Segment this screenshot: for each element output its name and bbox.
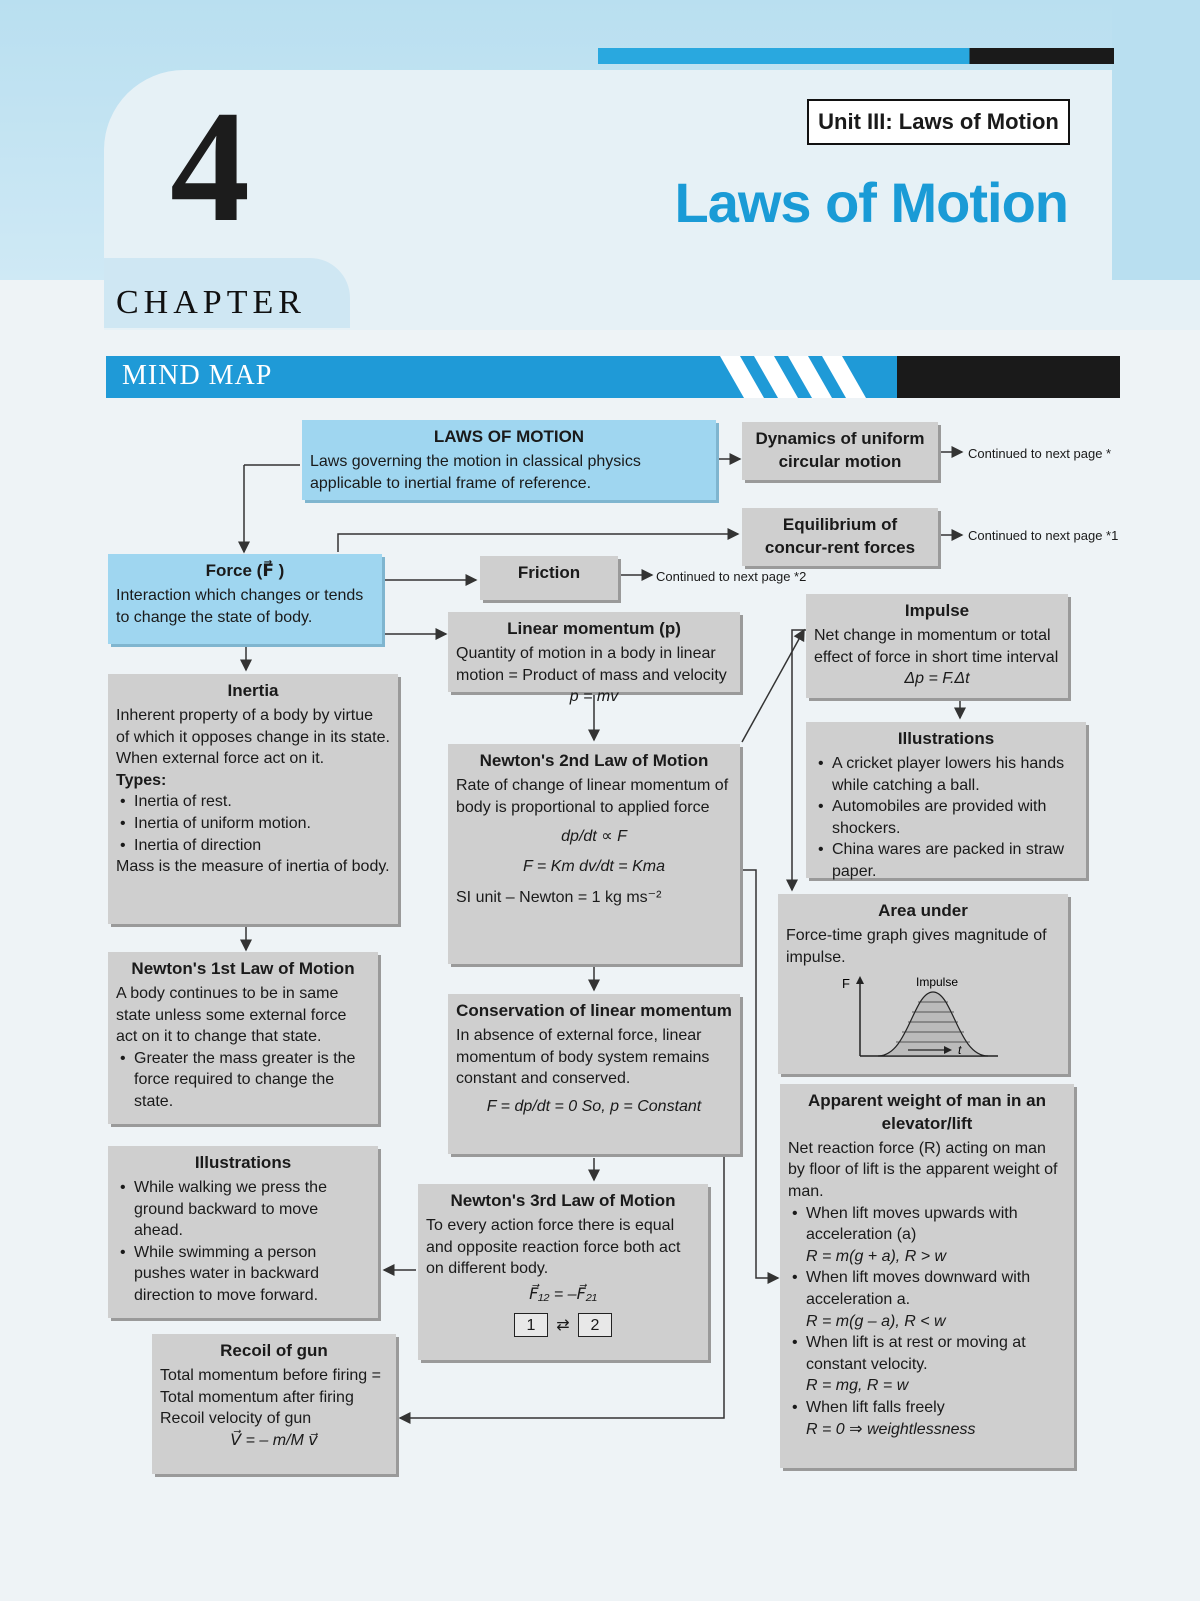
chapter-number: 4 xyxy=(170,77,250,255)
friction-node xyxy=(480,556,618,600)
item-formula: R = 0 ⇒ weightlessness xyxy=(806,1420,976,1438)
node-text: Quantity of motion in a body in linear motion = Product of mass and velocity xyxy=(456,644,727,684)
node-formula: F⃗₁₂ = –F⃗₂₁ xyxy=(529,1285,597,1303)
newton-third-law-node xyxy=(418,1184,708,1360)
linear-momentum-node xyxy=(448,612,740,706)
force-time-graph xyxy=(838,972,1008,1062)
node-footer: Mass is the measure of inertia of body. xyxy=(116,858,390,876)
node-title: Newton's 1st Law of Motion xyxy=(131,959,355,978)
types-list xyxy=(116,791,390,856)
newton1-list xyxy=(116,1048,370,1113)
list-item xyxy=(788,1203,1066,1268)
node-title: Inertia xyxy=(227,681,279,700)
conservation-node xyxy=(448,994,740,1154)
node-formula: dp/dt ∝ F xyxy=(561,828,627,846)
block-two: 2 xyxy=(578,1313,612,1337)
node-formula: F = Km dv/dt = Kma xyxy=(523,857,665,875)
node-text: Laws governing the motion in classical physics applicable to inertial frame of reference. xyxy=(310,452,641,492)
node-formula: p = mv xyxy=(569,688,619,706)
node-title: Equilibrium of concur-rent forces xyxy=(764,515,916,557)
friction-note: Continued to next page *2 xyxy=(656,569,807,584)
item-text: When lift falls freely xyxy=(806,1399,945,1416)
apparent-weight-node xyxy=(780,1084,1074,1468)
node-title: Force (F⃗ ) xyxy=(205,561,285,580)
list-item: • Greater the mass greater is the force required to change the state. xyxy=(116,1048,370,1113)
node-formula: F = dp/dt = 0 So, p = Constant xyxy=(486,1097,702,1115)
list-item: • While walking we press the ground backward to move ahead. xyxy=(116,1177,370,1242)
graph-x-label: t xyxy=(958,1043,962,1058)
item-text: When lift moves downward with acceleration a. xyxy=(806,1269,1031,1309)
chapter-word: CHAPTER xyxy=(116,284,306,321)
apparent-weight-list xyxy=(788,1203,1066,1441)
newton-illustrations-node xyxy=(108,1146,378,1318)
block-one: 1 xyxy=(514,1313,548,1337)
node-text: To every action force there is equal and opposite reaction force both act on different body. xyxy=(426,1216,681,1278)
force-node xyxy=(108,554,382,644)
node-title: Area under xyxy=(878,901,968,920)
list-item: • Inertia of rest. xyxy=(116,791,390,813)
node-title: Newton's 2nd Law of Motion xyxy=(479,751,709,770)
node-title: LAWS OF MOTION xyxy=(433,427,585,446)
newton-second-law-node xyxy=(448,744,740,964)
impulse-illustrations-node xyxy=(806,722,1086,878)
node-title: Impulse xyxy=(904,601,970,620)
impulse-node xyxy=(806,594,1068,698)
list-item: • Inertia of direction xyxy=(116,835,390,857)
arrows-icon: ⇄ xyxy=(556,1316,570,1334)
equilibrium-note: Continued to next page *1 xyxy=(968,528,1119,543)
list-item: • China wares are packed in straw paper. xyxy=(814,839,1078,882)
node-title: Friction xyxy=(517,563,581,582)
laws-of-motion-node xyxy=(302,420,716,500)
node-title: Illustrations xyxy=(897,729,995,748)
newton-first-law-node xyxy=(108,952,378,1124)
dynamics-node xyxy=(742,422,938,480)
graph-y-label: F xyxy=(842,976,850,992)
blocks-diagram xyxy=(426,1313,700,1337)
types-label: Types: xyxy=(116,771,167,789)
node-title: Apparent weight of man in an elevator/lift xyxy=(807,1091,1046,1133)
item-text: When lift is at rest or moving at constant velocity. xyxy=(806,1334,1026,1373)
list-item: • A cricket player lowers his hands while catching a ball. xyxy=(814,753,1078,796)
page-title: Laws of Motion xyxy=(674,171,1068,234)
node-title: Linear momentum (p) xyxy=(507,619,681,638)
node-title: Recoil of gun xyxy=(220,1341,328,1360)
node-title: Conservation of linear momentum xyxy=(456,1001,732,1020)
graph-impulse-label: Impulse xyxy=(916,975,959,990)
item-formula: R = m(g + a), R > w xyxy=(806,1247,947,1265)
node-text: Rate of change of linear momentum of body is proportional to applied force xyxy=(456,776,729,816)
inertia-node xyxy=(108,674,398,924)
illustrations-list xyxy=(116,1177,370,1307)
list-item xyxy=(788,1397,1066,1440)
list-item: • While swimming a person pushes water in backward direction to move forward. xyxy=(116,1242,370,1307)
node-text: Interaction which changes or tends to change the state of body. xyxy=(116,586,364,626)
node-text: Net change in momentum or total effect of force in short time interval xyxy=(814,626,1059,666)
list-item xyxy=(788,1267,1066,1332)
node-formula: V⃗ = – m/M v⃗ xyxy=(230,1431,318,1449)
node-formula: Δp = F.Δt xyxy=(904,670,970,688)
item-formula: R = m(g – a), R < w xyxy=(806,1312,946,1330)
list-item: • Automobiles are provided with shockers. xyxy=(814,796,1078,839)
node-text: In absence of external force, linear momentum of body system remains constant and conserved. xyxy=(456,1026,710,1088)
list-item: • Inertia of uniform motion. xyxy=(116,813,390,835)
node-text: A body continues to be in same state unless some external force act on it to change that state. xyxy=(116,984,347,1046)
illustrations-list xyxy=(814,753,1078,883)
node-text: Net reaction force (R) acting on man by floor of lift is the apparent weight of man. xyxy=(788,1139,1058,1201)
item-text: When lift moves upwards with acceleration (a) xyxy=(806,1204,1018,1244)
dynamics-note: Continued to next page * xyxy=(968,446,1112,461)
list-item xyxy=(788,1332,1066,1397)
node-title: Illustrations xyxy=(194,1153,292,1172)
mind-map-label: MIND MAP xyxy=(122,360,273,391)
node-title: Newton's 3rd Law of Motion xyxy=(450,1191,676,1210)
node-text: Inherent property of a body by virtue of which it opposes change in its state. When external force act on it. xyxy=(116,706,390,768)
area-under-node xyxy=(778,894,1068,1074)
node-text: Total momentum before firing = Total momentum after firing Recoil velocity of gun xyxy=(160,1366,381,1428)
node-unit: SI unit – Newton = 1 kg ms⁻² xyxy=(456,889,662,907)
unit-box: Unit III: Laws of Motion xyxy=(807,99,1070,145)
item-formula: R = mg, R = w xyxy=(806,1377,909,1395)
recoil-node xyxy=(152,1334,396,1474)
node-title: Dynamics of uniform circular motion xyxy=(755,429,925,471)
equilibrium-node xyxy=(742,508,938,566)
node-text: Force-time graph gives magnitude of impulse. xyxy=(786,926,1047,966)
